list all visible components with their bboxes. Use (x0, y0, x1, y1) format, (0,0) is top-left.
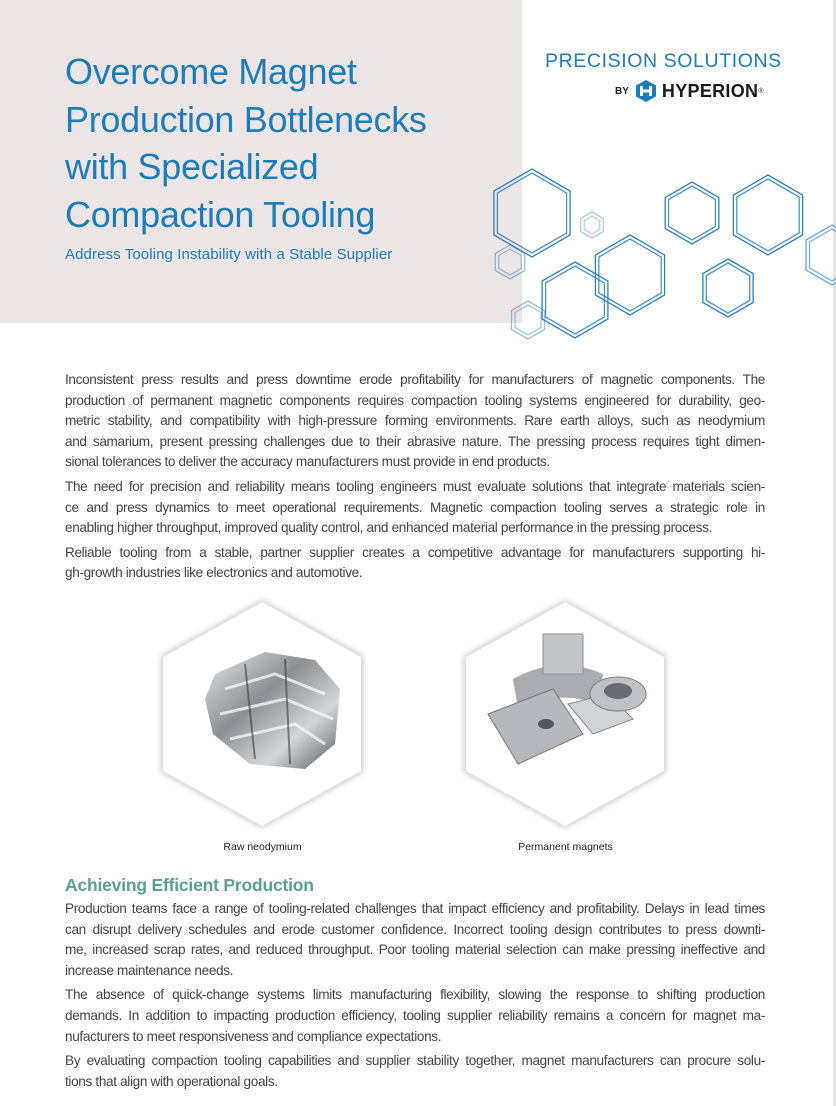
brand-by: BY (615, 85, 629, 97)
paragraph (65, 899, 765, 981)
hexagon-shape (497, 173, 566, 253)
title-line: Overcome Magnet (65, 51, 357, 92)
hexagon-shape (733, 175, 802, 255)
brand-byline (615, 79, 764, 103)
hexagon-shape (737, 179, 799, 251)
text-line: gh-growth industries like electronics and automotive. (65, 565, 363, 581)
page-title (65, 48, 505, 238)
hexagon-shape (512, 301, 545, 339)
hexagon-shape (499, 249, 522, 275)
paragraph (65, 1051, 765, 1092)
hyperion-logo-icon (635, 79, 657, 103)
text-line: can disrupt delivery schedules and erode customer confidence. Incorrect tooling design contributes to press downti- (65, 921, 765, 937)
hexagon-shape (810, 229, 836, 281)
text-line: ce and press dynamics to meet operational requirements. Magnetic compaction tooling serves a strategic role in (65, 499, 765, 515)
text-line: By evaluating compaction tooling capabilities and supplier stability together, magnet manufacturers can procure solu- (65, 1053, 765, 1069)
text-line: increase maintenance needs. (65, 962, 234, 978)
hexagon-shape (494, 169, 570, 257)
text-line: Production teams face a range of tooling-related challenges that impact efficiency and profitability. Delays in lead times (65, 901, 765, 916)
text-line: metric stability, and compatibility with high-pressure forming environments. Rare earth alloys, such as neodymium (65, 413, 765, 429)
hexagon-shape (584, 216, 600, 234)
section-heading: Achieving Efficient Production (65, 875, 314, 895)
text-line: production of permanent magnetic components requires compaction tooling systems engineered for durability, geo- (65, 392, 765, 408)
brand-tagline: PRECISION SOLUTIONS (545, 50, 782, 72)
paragraph (65, 370, 765, 473)
registered-mark: ® (758, 87, 764, 95)
text-line: nufacturers to meet responsiveness and compliance expectations. (65, 1028, 442, 1044)
brand-logo (545, 50, 782, 101)
text-line: Inconsistent press results and press downtime erode profitability for manufacturers of magnetic components. The (65, 372, 765, 387)
permanent-magnets-photo (458, 594, 673, 834)
hexagon-shape (595, 235, 664, 315)
hexagon-shape (515, 305, 541, 335)
text-line: The absence of quick-change systems limits manufacturing flexibility, slowing the response to shifting production (65, 987, 765, 1003)
hexagon-shape (703, 259, 753, 317)
text-line: enabling higher throughput, improved quality control, and enhanced material performance in the pressing process. (65, 520, 712, 536)
subtitle: Address Tooling Instability with a Stable Supplier (65, 246, 393, 263)
intro-text (65, 370, 765, 588)
text-line: me, increased scrap rates, and reduced throughput. Poor tooling material selection can make pressing ineffective and (65, 942, 765, 958)
hexagon-shape (665, 182, 719, 244)
section-text (65, 899, 765, 1096)
hexagon-shape (542, 262, 608, 338)
figure-caption: Raw neodymium (223, 841, 302, 853)
text-line: Reliable tooling from a stable, partner supplier creates a competitive advantage for manufacturers supporting hi- (65, 544, 765, 560)
figure-caption: Permanent magnets (518, 841, 613, 853)
text-line: The need for precision and reliability means tooling engineers must evaluate solutions that integrate materials scien- (65, 478, 765, 494)
text-line: sional tolerances to deliver the accuracy manufacturers must provide in end products. (65, 454, 550, 470)
text-line: and samarium, present pressing challenges due to their abrasive nature. The pressing process requires tight dimen- (65, 433, 765, 449)
hexagon-shape (669, 186, 716, 240)
title-line: Production Bottlenecks (65, 98, 427, 140)
paragraph (65, 543, 765, 584)
hexagon-shape (706, 263, 749, 313)
hexagon-shape (806, 225, 836, 285)
title-line: Compaction Tooling (65, 193, 376, 235)
text-line: tions that align with operational goals. (65, 1073, 278, 1089)
raw-neodymium-photo (155, 594, 370, 834)
brand-name: HYPERION (661, 80, 759, 101)
text-line: demands. In addition to impacting production efficiency, tooling supplier reliability remains a concern for magnet ma- (65, 1007, 765, 1023)
title-line: with Specialized (65, 146, 319, 187)
paragraph (65, 477, 765, 539)
paragraph (65, 985, 765, 1047)
